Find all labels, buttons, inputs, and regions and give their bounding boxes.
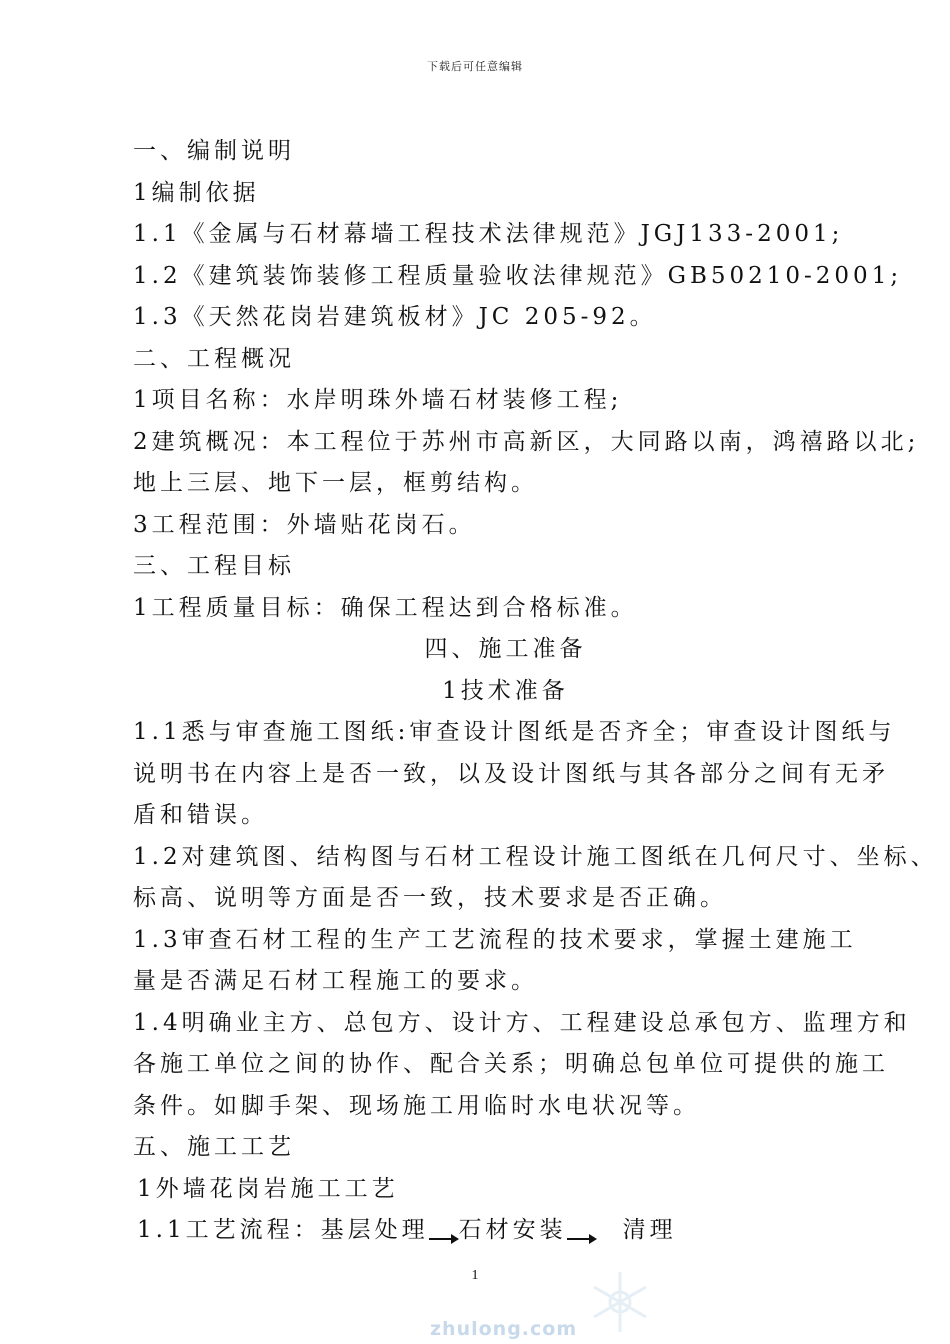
prep-1-1-line2: 说明书在内容上是否一致，以及设计图纸与其各部分之间有无矛 [133,760,889,787]
section-heading-2: 二、工程概况 [133,345,295,372]
prep-1-4-line1: 1.4明确业主方、总包方、设计方、工程建设总承包方、监理方和 [133,1009,911,1036]
overview-project-name: 1项目名称：水岸明珠外墙石材装修工程; [133,387,623,413]
overview-building-cont: 地上三层、地下一层，框剪结构。 [133,470,538,496]
basis-item-1: 1.1《金属与石材幕墙工程技术法律规范》JGJ133-2001; [133,221,844,247]
prep-1-3-line1: 1.3审查石材工程的生产工艺流程的技术要求，掌握土建施工 [133,926,857,953]
prep-1-2-line1: 1.2对建筑图、结构图与石材工程设计施工图纸在几何尺寸、坐标、 [133,843,938,870]
page-number: 1 [471,1268,479,1283]
flow-step-clean: 清理 [622,1217,677,1243]
prep-1-4-line2: 各施工单位之间的协作、配合关系；明确总包单位可提供的施工 [133,1051,889,1077]
prep-1-2-line2: 标高、说明等方面是否一致，技术要求是否正确。 [133,885,727,911]
flow-prefix: 1.1工艺流程： [137,1217,321,1243]
subheading-granite-process: 1外墙花岗岩施工工艺 [137,1175,399,1202]
section-heading-5: 五、施工工艺 [133,1134,295,1160]
section-heading-3: 三、工程目标 [133,553,295,579]
page-header: 下载后可任意编辑 [427,60,523,73]
subheading-basis: 1编制依据 [133,179,260,206]
prep-1-3-line2: 量是否满足石材工程施工的要求。 [133,968,538,994]
quality-goal: 1工程质量目标：确保工程达到合格标准。 [133,594,638,621]
prep-1-1-line3: 盾和错误。 [133,802,268,828]
overview-building: 2建筑概况：本工程位于苏州市高新区，大同路以南，鸿禧路以北; [133,428,920,455]
prep-1-1-line1: 1.1悉与审查施工图纸:审查设计图纸是否齐全；审查设计图纸与 [133,719,896,745]
arrow-right-icon [567,1225,597,1245]
overview-scope: 3工程范围：外墙贴花岗石。 [133,511,476,538]
section-heading-1: 一、编制说明 [133,138,295,164]
snowflake-logo-icon [560,1262,680,1342]
subheading-tech-prep: 1技术准备 [442,677,569,704]
basis-item-3: 1.3《天然花岗岩建筑板材》JC 205-92。 [133,304,657,330]
flow-step-install: 石材安装 [458,1217,567,1243]
prep-1-4-line3: 条件。如脚手架、现场施工用临时水电状况等。 [133,1092,700,1119]
flow-step-base: 基层处理 [320,1217,429,1243]
watermark-text: zhulong.com [430,1318,578,1340]
arrow-right-icon [429,1225,459,1245]
process-flow [133,1210,878,1252]
document-body [133,131,938,1252]
basis-item-2: 1.2《建筑装饰装修工程质量验收法律规范》GB50210-2001; [133,262,903,289]
section-heading-4: 四、施工准备 [424,636,587,662]
